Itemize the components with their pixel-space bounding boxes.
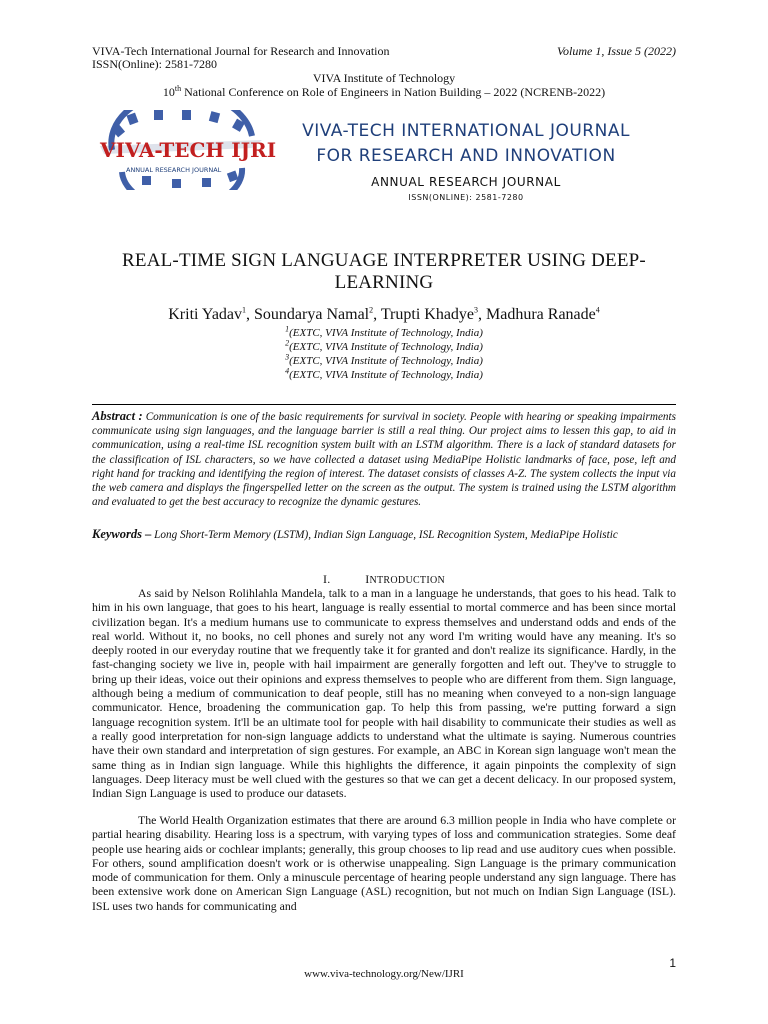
affiliation — [0, 326, 768, 340]
affiliation-text: (EXTC, VIVA Institute of Technology, India) — [289, 355, 483, 367]
running-header-institute: VIVA Institute of Technology — [312, 71, 456, 85]
author-name: Madhura Ranade — [486, 306, 596, 323]
journal-banner-line1: VIVA-TECH INTERNATIONAL JOURNAL — [302, 121, 630, 141]
conference-ordinal: th — [174, 84, 182, 93]
keywords-text: Long Short-Term Memory (LSTM), Indian Sign Language, ISL Recognition System, MediaPipe Holistic — [154, 529, 618, 541]
running-header-volume: Volume 1, Issue 5 (2022) — [557, 44, 676, 58]
conference-title: National Conference on Role of Engineers in Nation Building – 2022 (NCRENB-2022) — [181, 85, 606, 99]
author-sup: 3 — [474, 305, 479, 315]
body-paragraph: The World Health Organization estimates that there are around 6.3 million people in India who have complete or partial hearing disability. Hearing loss is a spectrum, with varying types of loss and communication strategies. Some deaf people use hearing aids or cochlear implants; generally, this group chooses to lip read and use auditory cues when possible. For others, sound amplification doesn't work or is otherwise unappealing. Sign Language is the primary communication mode of communication for them. Only a minuscule percentage of hearing people understand any sign language. There has been extensive work done on American Sign Language (ASL) recognition, but not much on Indian Sign Language (ISL). ISL uses two hands for communicating and — [92, 813, 676, 913]
journal-banner-line3: ANNUAL RESEARCH JOURNAL — [371, 175, 561, 189]
author-sup: 2 — [369, 305, 374, 315]
affiliation-text: (EXTC, VIVA Institute of Technology, India) — [289, 369, 483, 381]
logo-text: VIVA-TECH IJRI — [100, 138, 277, 162]
paper-title-line2: LEARNING — [334, 272, 434, 293]
author-separator: , — [373, 306, 381, 323]
conference-number: 10 — [162, 85, 175, 99]
body-paragraph: As said by Nelson Rolihlahla Mandela, talk to a man in a language he understands, that goes to his head. Talk to him in his own language, that goes to his heart, language is really essential to mortal commerce and has been since mortal civilization began. It's a medium humans use to communicate to express themselves and understand odds and ends of the real world. Without it, no books, no cell phones and surely not any word I'm writing would have any meaning. It's so deeply rooted in our everyday routine that we frequently take it for granted and don't realize its significance. Hardly, in the fast-changing society we live in, people with hail impairment are generally forgotten and left out. They've to struggle to bring up their ideas, voice out their opinions and express themselves to people who are different from them. Sign language, although being a medium of communication to deaf people, still has no meaning when conveyed to a non-sign language communicator. Hence, broadening the communication gap. To help this from passing, we're putting forward a sign language recognition system. It'll be an ultimate tool for people with hail disability to communicate their studies as well as a really good interpretation for non-sign language addicts to understand what the ultimate is saying. Numerous countries have their own standard and interpretation of sign gestures. For example, an ABC in Korean sign language won't mean the same thing as in Indian sign language. While this highlights the difference, it again pinpoints the complexity of sign languages. Deep literacy must be well clued with the gestures so that we can get a decent delicacy. In our proposed system, Indian Sign Language is used to produce our datasets. — [92, 586, 676, 801]
running-header-conference — [0, 85, 768, 99]
affiliation-text: (EXTC, VIVA Institute of Technology, India) — [289, 327, 483, 339]
page-number: 1 — [669, 956, 676, 970]
paper-title-line1: REAL-TIME SIGN LANGUAGE INTERPRETER USING DEEP- — [122, 250, 646, 271]
author-name: Trupti Khadye — [380, 306, 475, 323]
affiliation-sup: 1 — [285, 324, 290, 334]
section-heading — [0, 572, 768, 587]
affiliation-list — [0, 326, 768, 382]
journal-banner-line2: FOR RESEARCH AND INNOVATION — [316, 146, 616, 166]
affiliation-text: (EXTC, VIVA Institute of Technology, India) — [289, 341, 483, 353]
affiliation-sup: 4 — [285, 366, 290, 376]
journal-banner-issn: ISSN(ONLINE): 2581-7280 — [408, 193, 524, 202]
abstract-label: Abstract : — [92, 409, 143, 423]
author-name: Kriti Yadav — [168, 306, 243, 323]
author-separator: , — [478, 306, 487, 323]
section-title-rest: NTRODUCTION — [369, 575, 446, 586]
author-separator: , — [246, 306, 255, 323]
logo-subtext: ANNUAL RESEARCH JOURNAL — [126, 166, 222, 174]
journal-logo — [92, 110, 278, 190]
author-name: Soundarya Namal — [254, 306, 370, 323]
section-number: I. — [322, 572, 331, 586]
author-sup: 4 — [595, 305, 600, 315]
abstract-rule — [92, 404, 676, 406]
running-header-issn: ISSN(Online): 2581-7280 — [92, 57, 217, 71]
affiliation-sup: 3 — [285, 352, 290, 362]
keywords-label: Keywords – — [92, 527, 152, 541]
section-title-initial: I — [365, 572, 370, 586]
paper-title — [0, 250, 768, 294]
affiliation — [0, 340, 768, 354]
footer-url[interactable]: www.viva-technology.org/New/IJRI — [304, 968, 464, 980]
affiliation-sup: 2 — [285, 338, 290, 348]
affiliation — [0, 354, 768, 368]
affiliation — [0, 368, 768, 382]
gear-logo-icon — [92, 110, 278, 190]
author-sup: 1 — [242, 305, 247, 315]
abstract — [92, 409, 676, 509]
running-header-journal: VIVA-Tech International Journal for Research and Innovation — [92, 44, 390, 58]
keywords — [92, 527, 676, 542]
author-list — [0, 306, 768, 324]
abstract-text: Communication is one of the basic requirements for survival in society. People with hearing or speaking impairments communicate using sign languages, and the language barrier is still a real thing. Our project aims to lessen this gap, to aid in communication, using a real-time ISL recognition system built with an LSTM algorithm. There is a lack of standard datasets for the classification of ISL characters, so we have collected a dataset using MediaPipe Holistic landmarks of face, pose, left and right hand for tracking and identifying the region of interest. The dataset consists of classes A-Z. The system collects the input via the web camera and displays the fingerspelled letter on the screen as the output. The system is trained using the LSTM algorithm and evaluated to get the best accuracy to recognize the dynamic gestures. — [92, 411, 676, 509]
